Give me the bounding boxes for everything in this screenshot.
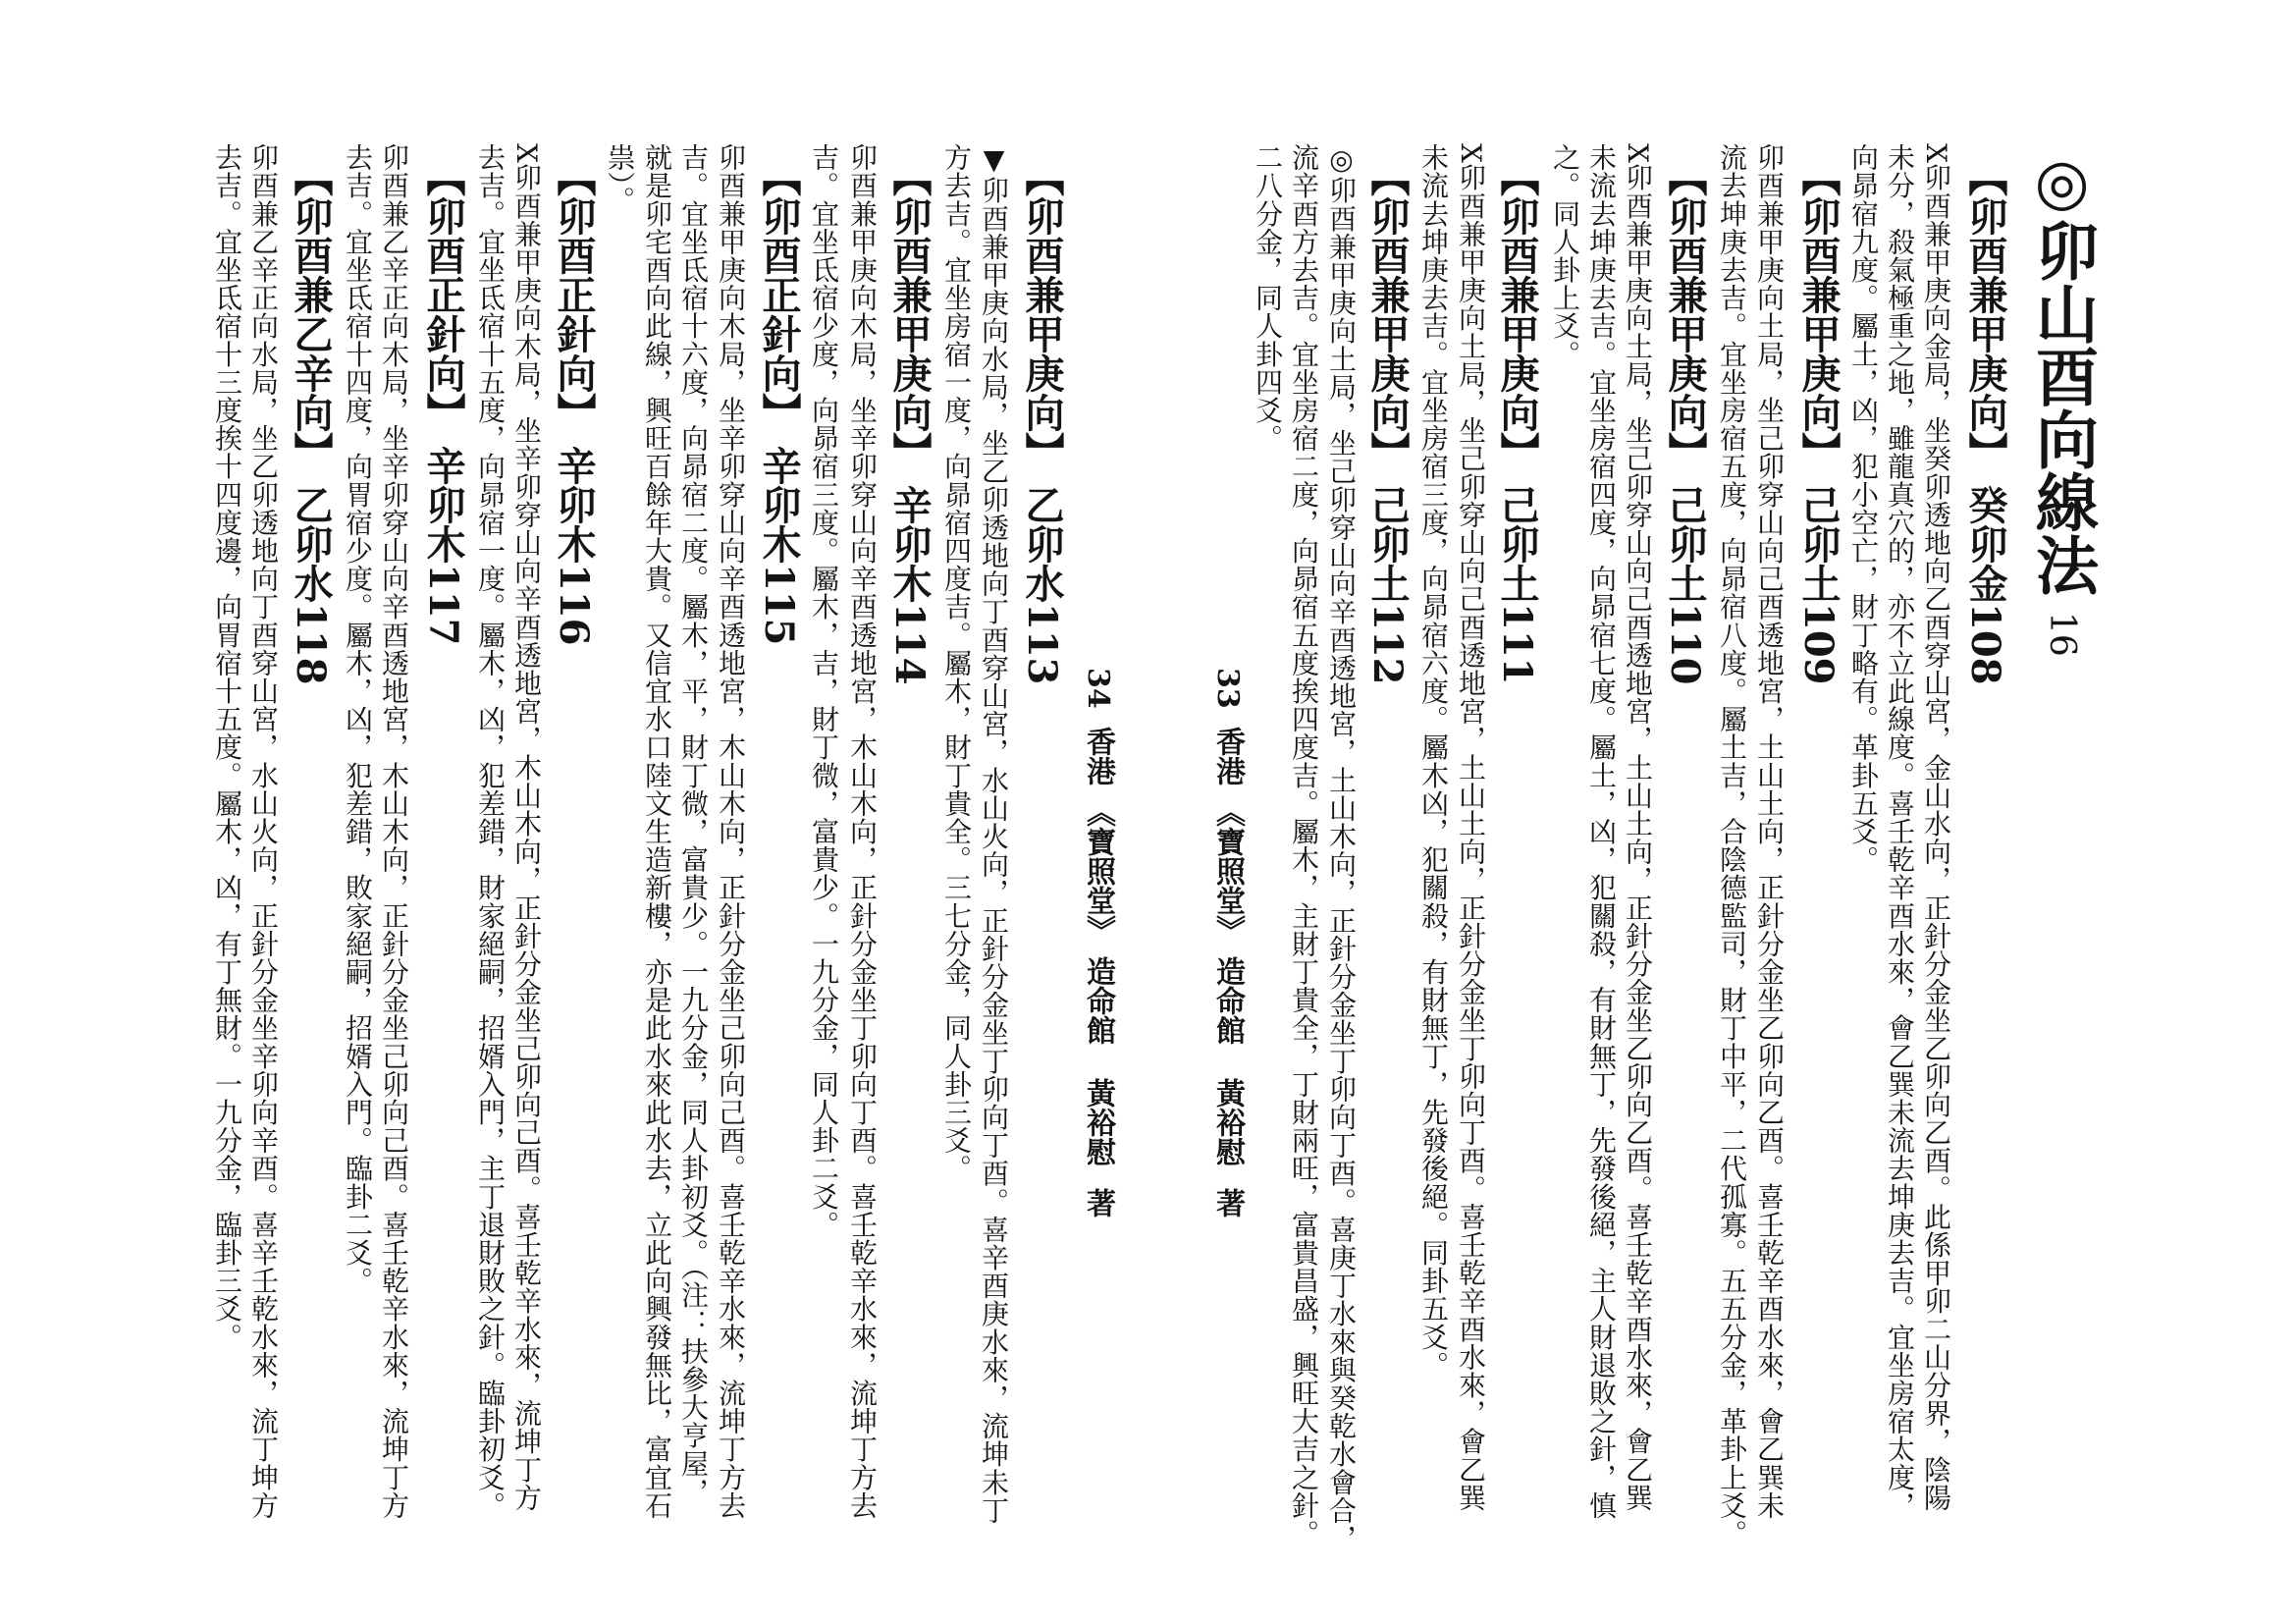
heading-code: 乙卯水118	[288, 485, 334, 685]
footer-page-number: 34	[1081, 668, 1115, 709]
footer-page-number: 33	[1210, 668, 1245, 709]
heading-direction: 【卯酉兼甲庚向】	[886, 157, 933, 471]
text-column: 卯酉兼甲庚向木局，坐辛卯穿山向辛酉透地宮，木山木向，正針分金坐丁卯向丁酉。喜壬乾辛水來，流坤丁方去	[846, 143, 879, 1520]
heading-code: 辛卯木115	[756, 446, 802, 646]
text-column: 向昴宿九度。屬土，凶，犯小空亡，財丁略有。革卦五爻。	[1847, 143, 1880, 874]
heading-direction: 【卯酉正針向】	[420, 157, 466, 432]
text-column: 卯酉兼甲庚向土局，坐己卯穿山向己酉透地宮，土山土向，正針分金坐乙卯向乙酉。喜壬乾辛酉水來，會乙巽未	[1753, 143, 1786, 1520]
section-heading	[552, 157, 595, 646]
text-column: 去吉。宜坐氐宿十四度，向胃宿少度。屬木，凶，犯差錯，敗家絕嗣，招婿入門。臨卦二爻。	[342, 143, 374, 1295]
heading-direction: 【卯酉兼甲庚向】	[1494, 157, 1540, 471]
section-heading	[1663, 157, 1706, 685]
text-column: X卯酉兼甲庚向土局，坐己卯穿山向己酉透地宮，土山土向，正針分金坐乙卯向乙酉。喜壬乾辛酉水來，會乙巽	[1622, 143, 1654, 1512]
heading-code: 己卯土110	[1662, 485, 1708, 685]
text-column: 吉。宜坐氐宿十六度，向昴宿二度。屬木，平，財丁微，富貴少。一九分金，同人卦初爻。（注：扶參大亨屋，	[677, 143, 710, 1506]
heading-code: 乙卯水113	[1019, 485, 1065, 685]
section-heading	[757, 157, 800, 646]
heading-code: 辛卯木117	[420, 446, 466, 646]
section-heading	[1365, 157, 1409, 685]
heading-direction: 【卯酉兼甲庚向】	[1962, 157, 2008, 471]
heading-direction: 【卯酉兼甲庚向】	[1662, 157, 1708, 471]
text-column: ◎卯酉兼甲庚向土局，坐己卯穿山向辛酉透地宮，土山木向，正針分金坐丁卯向丁酉。喜庚丁水來與癸乾水會合，	[1325, 143, 1358, 1552]
text-column: 流辛酉方去吉。宜坐房宿二度，向昴宿五度挨四度吉。屬木，主財丁貴全，丁財兩旺，富貴昌盛，興旺大吉之針。	[1288, 143, 1320, 1547]
footer-place: 香港	[1210, 726, 1245, 785]
text-column: X卯酉兼甲庚向金局，坐癸卯透地向乙酉穿山宮，金山水向，正針分金坐乙卯向乙酉。此係甲卯二山分界，陰陽	[1920, 143, 1952, 1512]
heading-code: 癸卯金108	[1962, 485, 2008, 685]
text-column: 方去吉。宜坐房宿一度，向昴宿四度吉。屬木，財丁貴全。三七分金，同人卦三爻。	[940, 143, 973, 1183]
text-column: 流去坤庚去吉。宜坐房宿五度，向昴宿八度。屬土吉，合陰德監司，財丁中平，二代孤寡。五五分金，革卦上爻。	[1716, 143, 1748, 1547]
footer-author: 黃裕慰	[1081, 1077, 1115, 1166]
footer-mark: 著	[1210, 1187, 1245, 1218]
heading-direction: 【卯酉兼甲庚向】	[1019, 157, 1065, 471]
text-column: 未流去坤庚去吉。宜坐房宿三度，向昴宿六度。屬木凶，犯關殺，有財無丁，先發後絕。同卦五爻。	[1417, 143, 1450, 1380]
heading-direction: 【卯酉兼甲庚向】	[1795, 157, 1842, 471]
page-title	[2025, 145, 2099, 657]
heading-code: 辛卯木116	[551, 446, 597, 646]
section-heading	[421, 157, 464, 646]
footer-studio: 造命館	[1081, 955, 1115, 1045]
footer-author: 黃裕慰	[1210, 1077, 1245, 1166]
section-heading	[1963, 157, 2006, 685]
text-column: 去吉。宜坐氐宿十三度挨十四度邊，向胃宿十五度。屬木，凶，有丁無財。一九分金，臨卦三爻。	[211, 143, 243, 1351]
section-heading	[887, 157, 931, 685]
page-number: 16	[2042, 612, 2082, 657]
text-column: X卯酉兼甲庚向土局，坐己卯穿山向己酉透地宮，土山土向，正針分金坐丁卯向丁酉。喜壬乾辛酉水來，會乙巽	[1455, 143, 1487, 1512]
heading-code: 己卯土112	[1364, 485, 1411, 685]
heading-code: 己卯土111	[1494, 485, 1540, 685]
heading-direction: 【卯酉正針向】	[551, 157, 597, 432]
text-column: 之。同人卦上爻。	[1549, 143, 1581, 368]
text-column: 未分，殺氣極重之地，雖龍真穴的，亦不立此線度。喜壬乾辛酉水來，會乙巽未流去坤庚去吉。宜坐房宿太度，	[1884, 143, 1916, 1520]
text-column: 卯酉兼甲庚向木局，坐辛卯穿山向辛酉透地宮，木山木向，正針分金坐己卯向己酉。喜壬乾辛水來，流坤丁方去	[715, 143, 747, 1520]
heading-direction: 【卯酉正針向】	[756, 157, 802, 432]
title-text: ◎卯山酉向線法	[2025, 145, 2099, 596]
text-column: 未流去坤庚去吉。宜坐房宿四度，向昴宿七度。屬土，凶，犯關殺，有財無丁，先發後絕，主人財退敗之針，慎	[1585, 143, 1618, 1520]
text-column: 卯酉兼乙辛正向木局，坐辛卯穿山向辛酉透地宮，木山木向，正針分金坐己卯向己酉。喜壬乾辛水來，流坤丁方	[378, 143, 410, 1520]
page-footer	[1211, 668, 1243, 1218]
footer-place: 香港	[1081, 726, 1115, 785]
text-column: 去吉。宜坐氐宿十五度，向昴宿一度。屬木，凶，犯差錯，財家絕嗣，招婿入門，主丁退財敗之針。臨卦初爻。	[474, 143, 507, 1520]
section-heading	[1495, 157, 1538, 685]
text-column: 卯酉兼乙辛正向水局，坐乙卯透地向丁酉穿山宮，水山火向，正針分金坐辛卯向辛酉。喜辛壬乾水來，流丁坤方	[247, 143, 280, 1520]
text-column: 二八分金，同人卦四爻。	[1252, 143, 1284, 453]
section-heading	[1020, 157, 1063, 685]
heading-code: 辛卯木114	[886, 485, 933, 685]
text-column: 吉。宜坐氐宿少度，向昴宿三度。屬木，吉，財丁微，富貴少。一九分金，同人卦二爻。	[808, 143, 840, 1239]
text-column: ▼卯酉兼甲庚向水局，坐乙卯透地向丁酉穿山宮，水山火向，正針分金坐丁卯向丁酉。喜辛酉庚水來，流坤未丁	[978, 143, 1010, 1525]
section-heading	[1796, 157, 1840, 685]
text-column: X卯酉兼甲庚向木局，坐辛卯穿山向辛酉透地宮，木山木向，正針分金坐己卯向己酉。喜壬乾辛水來，流坤丁方	[510, 143, 543, 1512]
footer-hall: 《寶照堂》	[1210, 796, 1245, 945]
text-column: 祟）。	[604, 143, 636, 214]
footer-studio: 造命館	[1210, 955, 1245, 1045]
heading-direction: 【卯酉兼乙辛向】	[288, 157, 334, 471]
heading-code: 己卯土109	[1795, 485, 1842, 685]
footer-hall: 《寶照堂》	[1081, 796, 1115, 945]
section-heading	[289, 157, 332, 685]
page-footer	[1082, 668, 1113, 1218]
footer-mark: 著	[1081, 1187, 1115, 1218]
heading-direction: 【卯酉兼甲庚向】	[1364, 157, 1411, 471]
text-column: 就是卯宅酉向此線，興旺百餘年大貴。又信宜水口陸文生造新樓，亦是此水來此水去，立此向興發無比，富宜石	[641, 143, 673, 1520]
